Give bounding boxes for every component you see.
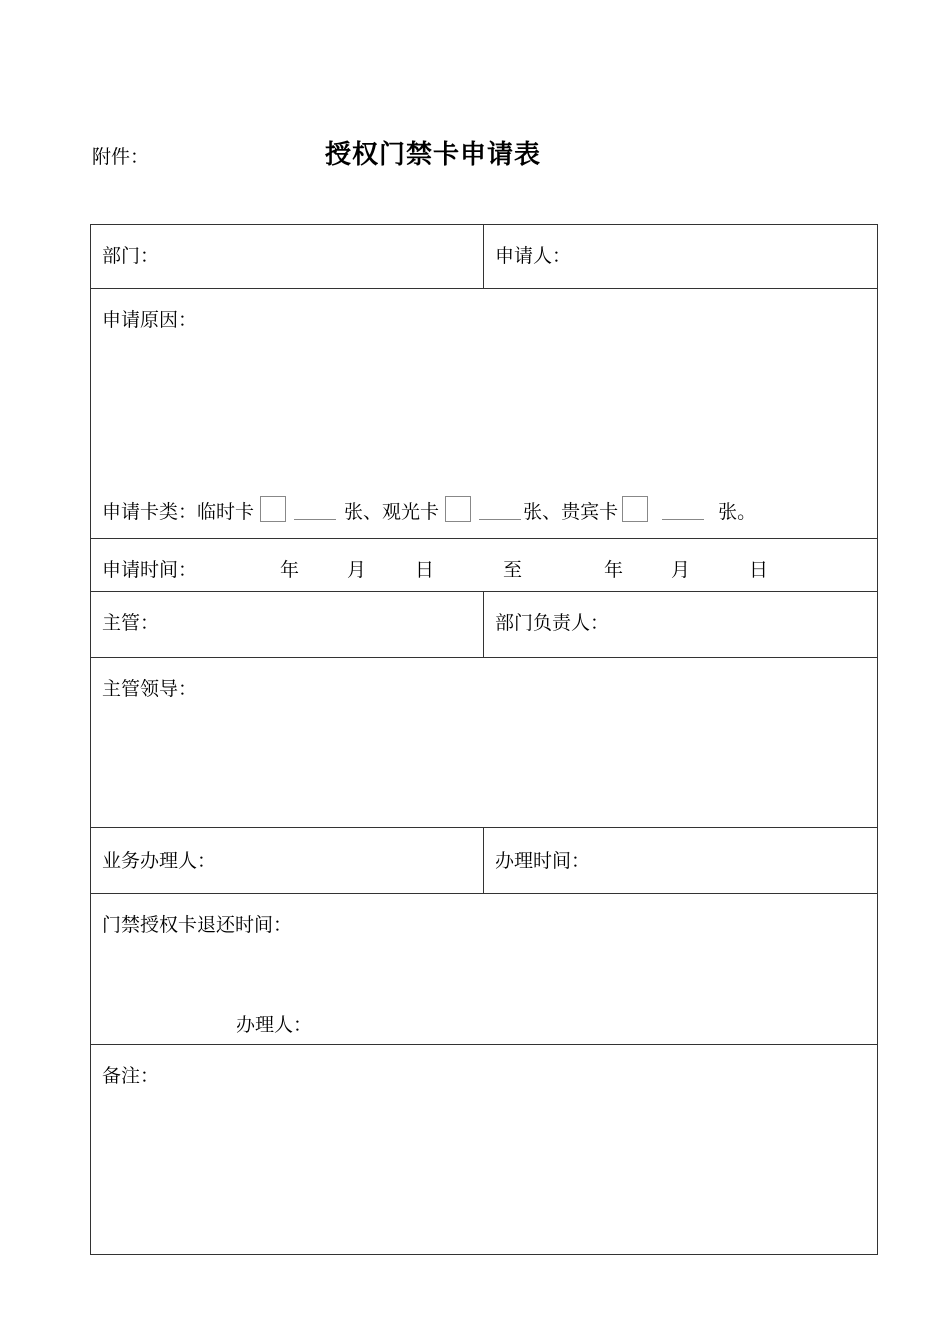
process-time-cell[interactable] xyxy=(484,828,877,893)
start-year-label: 年 xyxy=(280,559,300,581)
operator-cell[interactable] xyxy=(91,828,484,893)
to-label: 至 xyxy=(503,559,523,581)
department-cell[interactable] xyxy=(91,225,484,288)
unit-separator-2: 张、 xyxy=(523,501,562,523)
unit-end: 张。 xyxy=(718,501,757,523)
return-time-label: 门禁授权卡退还时间： xyxy=(102,914,293,936)
end-year-label: 年 xyxy=(604,559,624,581)
row-department-applicant xyxy=(91,225,877,289)
temporary-card-count-blank[interactable] xyxy=(294,518,336,520)
applicant-cell[interactable] xyxy=(484,225,877,288)
process-time-label: 办理时间： xyxy=(495,850,591,872)
row-card-return xyxy=(91,894,877,1045)
end-day-label: 日 xyxy=(749,559,769,581)
card-type-label: 申请卡类： xyxy=(102,501,198,523)
unit-separator-1: 张、 xyxy=(344,501,383,523)
remarks-label: 备注： xyxy=(102,1065,160,1087)
sightseeing-card-count-blank[interactable] xyxy=(479,518,521,520)
form-title: 授权门禁卡申请表 xyxy=(325,140,542,170)
row-leader xyxy=(91,658,877,828)
leader-label: 主管领导： xyxy=(102,678,198,700)
application-form-table xyxy=(90,224,878,1255)
sightseeing-card-label: 观光卡 xyxy=(382,501,440,523)
department-label: 部门： xyxy=(102,245,160,267)
attachment-label: 附件： xyxy=(92,146,150,168)
vip-card-label: 贵宾卡 xyxy=(561,501,619,523)
operator-label: 业务办理人： xyxy=(102,850,217,872)
row-application-period xyxy=(91,539,877,592)
dept-head-cell[interactable] xyxy=(484,592,877,657)
vip-card-checkbox[interactable] xyxy=(622,496,648,522)
temporary-card-label: 临时卡 xyxy=(197,501,255,523)
sightseeing-card-checkbox[interactable] xyxy=(445,496,471,522)
vip-card-count-blank[interactable] xyxy=(662,518,704,520)
remarks-cell[interactable] xyxy=(91,1045,877,1256)
row-operator-time xyxy=(91,828,877,894)
temporary-card-checkbox[interactable] xyxy=(260,496,286,522)
end-month-label: 月 xyxy=(671,559,691,581)
period-label: 申请时间： xyxy=(102,559,198,581)
reason-cell[interactable] xyxy=(91,289,877,538)
start-day-label: 日 xyxy=(415,559,435,581)
reason-label: 申请原因： xyxy=(102,309,198,331)
start-month-label: 月 xyxy=(347,559,367,581)
handler-label: 办理人： xyxy=(236,1014,313,1036)
supervisor-label: 主管： xyxy=(102,612,160,634)
card-return-cell[interactable] xyxy=(91,894,877,1044)
dept-head-label: 部门负责人： xyxy=(495,612,610,634)
period-cell[interactable] xyxy=(91,539,877,591)
leader-cell[interactable] xyxy=(91,658,877,827)
applicant-label: 申请人： xyxy=(495,245,572,267)
row-remarks xyxy=(91,1045,877,1256)
row-supervisor-depthead xyxy=(91,592,877,658)
supervisor-cell[interactable] xyxy=(91,592,484,657)
card-type-line xyxy=(102,496,756,524)
row-reason-cardtype xyxy=(91,289,877,539)
